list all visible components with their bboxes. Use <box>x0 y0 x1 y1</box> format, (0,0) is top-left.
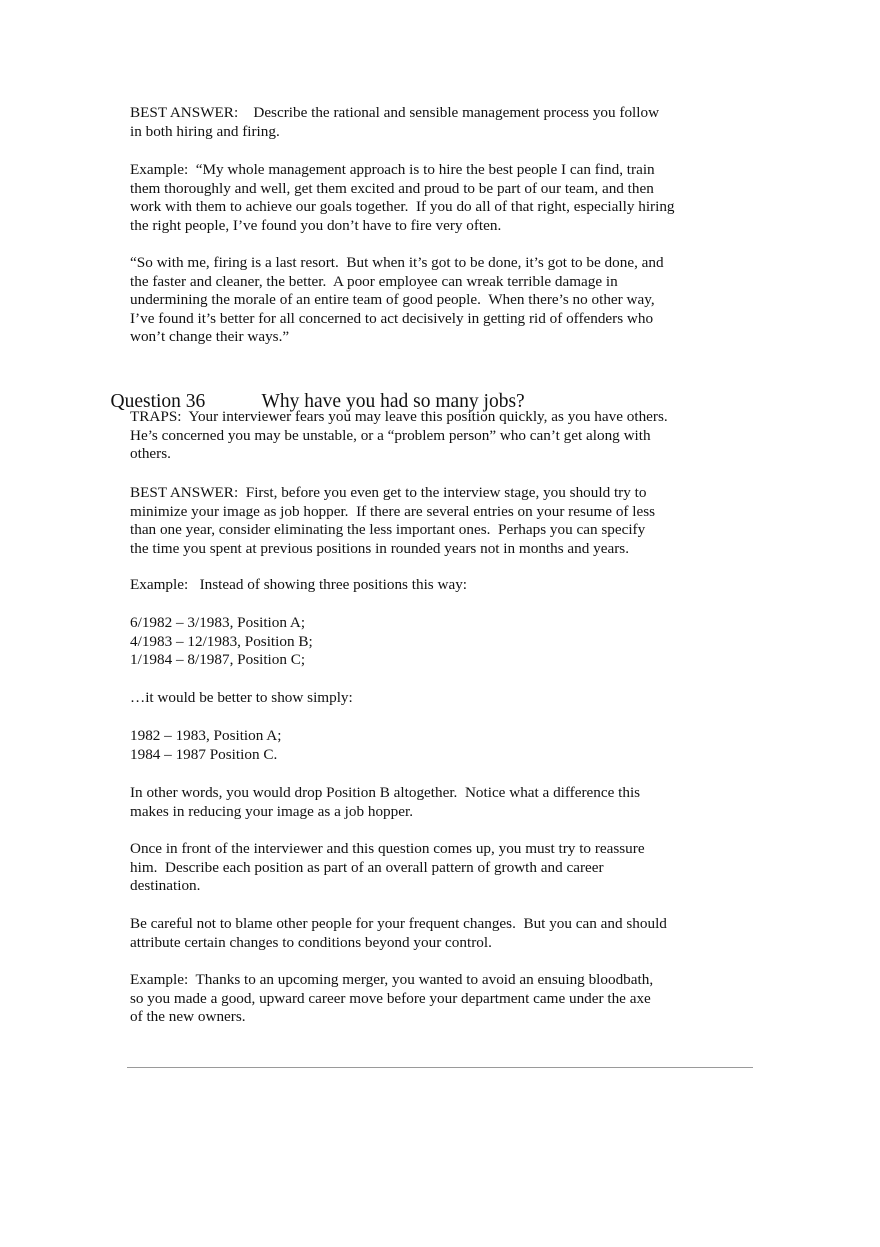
text-line: so you made a good, upward career move before your department came under the axe <box>130 989 651 1007</box>
text-line: Example: Instead of showing three positions this way: <box>130 576 468 593</box>
positions-simple-list <box>130 727 730 764</box>
example-management-approach-paragraph <box>130 161 730 235</box>
text-line: the faster and cleaner, the better. A poor employee can wreak terrible damage in <box>130 272 618 290</box>
text-line: BEST ANSWER: Describe the rational and sensible management process you follow <box>130 104 660 121</box>
drop-position-b-paragraph <box>130 784 730 821</box>
example-merger-paragraph <box>130 971 730 1027</box>
text-line: the time you spent at previous positions in rounded years not in months and years. <box>130 539 629 557</box>
text-line: TRAPS: Your interviewer fears you may leave this position quickly, as you have others. <box>130 408 668 425</box>
reassure-interviewer-paragraph <box>130 840 730 896</box>
example-three-positions-paragraph <box>130 576 730 595</box>
text-line: I’ve found it’s better for all concerned to act decisively in getting rid of offenders who <box>130 309 654 327</box>
list-item: 1/1984 – 8/1987, Position C; <box>130 651 306 668</box>
text-line: them thoroughly and well, get them excited and proud to be part of our team, and then <box>130 179 654 197</box>
text-line: Example: “My whole management approach is to hire the best people I can find, train <box>130 161 655 178</box>
text-line: BEST ANSWER: First, before you even get to the interview stage, you should try to <box>130 484 647 501</box>
list-item: 1982 – 1983, Position A; <box>130 727 282 744</box>
text-line: attribute certain changes to conditions beyond your control. <box>130 933 492 951</box>
text-line: In other words, you would drop Position B altogether. Notice what a difference this <box>130 784 641 801</box>
traps-paragraph <box>130 408 730 464</box>
text-line: Example: Thanks to an upcoming merger, you wanted to avoid an ensuing bloodbath, <box>130 971 654 988</box>
text-line: “So with me, firing is a last resort. But when it’s got to be done, it’s got to be done, and <box>130 254 664 271</box>
text-line: in both hiring and firing. <box>130 122 280 140</box>
list-item: 6/1982 – 3/1983, Position A; <box>130 614 306 631</box>
best-answer-hiring-firing-paragraph <box>130 104 730 141</box>
quote-firing-last-resort-paragraph <box>130 254 730 347</box>
text-line: the right people, I’ve found you don’t have to fire very often. <box>130 216 502 234</box>
text-line: destination. <box>130 877 201 894</box>
text-line: He’s concerned you may be unstable, or a “problem person” who can’t get along with <box>130 426 651 444</box>
text-line: minimize your image as job hopper. If there are several entries on your resume of less <box>130 502 656 520</box>
positions-detailed-list <box>130 614 730 670</box>
footer-divider <box>127 1067 753 1068</box>
text-line: Once in front of the interviewer and this question comes up, you must try to reassure <box>130 840 645 857</box>
text-line: undermining the morale of an entire team of good people. When there’s no other way, <box>130 291 655 308</box>
text-line: than one year, consider eliminating the less important ones. Perhaps you can specify <box>130 521 646 538</box>
text-line: makes in reducing your image as a job hopper. <box>130 802 413 820</box>
text-line: …it would be better to show simply: <box>130 689 353 706</box>
list-item: 1984 – 1987 Position C. <box>130 745 278 763</box>
question-title: Why have you had so many jobs? <box>261 391 525 412</box>
better-show-simply-paragraph <box>130 689 730 708</box>
list-item: 4/1983 – 12/1983, Position B; <box>130 632 313 650</box>
best-answer-job-hopper-paragraph <box>130 484 730 558</box>
do-not-blame-paragraph <box>130 915 730 952</box>
text-line: won’t change their ways.” <box>130 328 290 345</box>
text-line: others. <box>130 445 171 462</box>
text-line: him. Describe each position as part of an overall pattern of growth and career <box>130 858 604 876</box>
text-line: Be careful not to blame other people for your frequent changes. But you can and should <box>130 915 667 932</box>
text-line: of the new owners. <box>130 1008 246 1025</box>
question-number: Question 36 <box>110 391 206 412</box>
text-line: work with them to achieve our goals together. If you do all of that right, especially hiring <box>130 198 675 215</box>
